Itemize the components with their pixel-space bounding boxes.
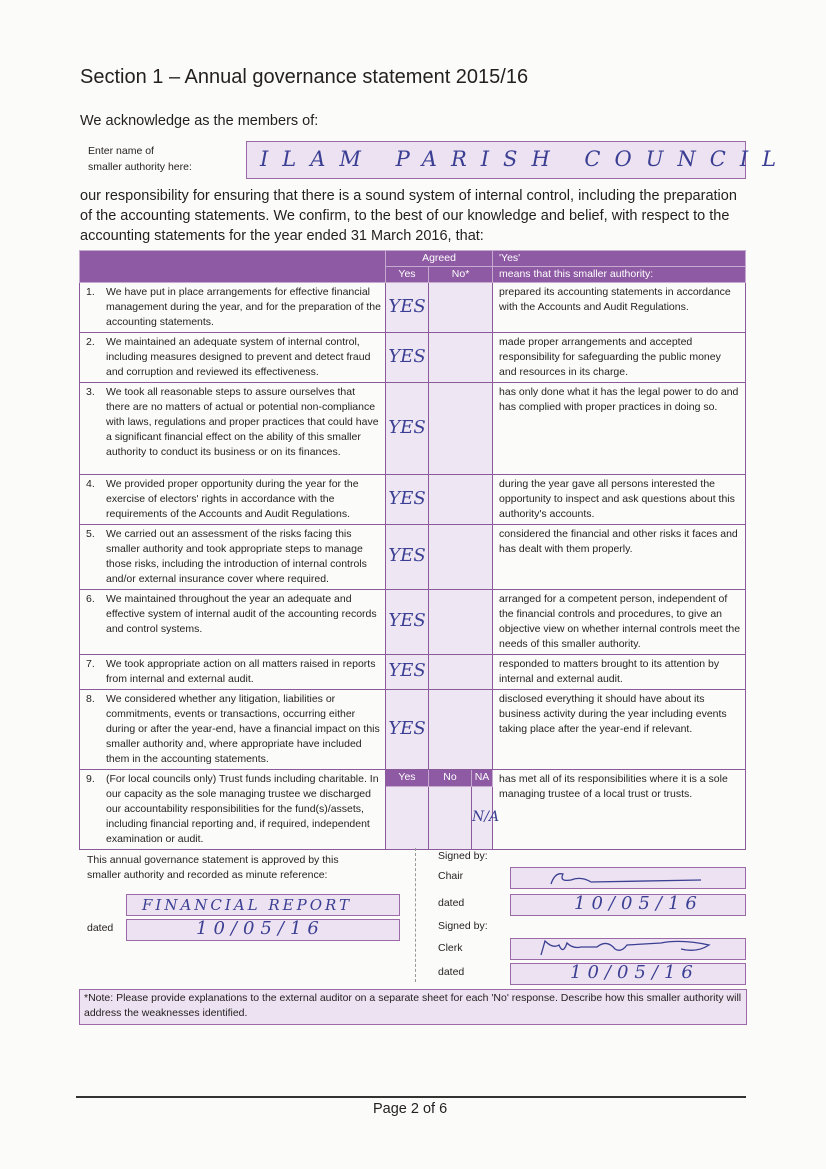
statement-1: 1. We have put in place arrangements for effective financial management during the year, and for the preparation of the accounting statements. [80, 283, 386, 333]
clerk-label: Clerk [438, 942, 463, 954]
governance-table [79, 250, 746, 850]
clerk-signature-field[interactable] [510, 938, 746, 960]
no-cell-7[interactable] [429, 655, 493, 690]
table-row [80, 383, 746, 475]
statement-5: 5. We carried out an assessment of the risks facing this smaller authority and took appropriate steps to manage those risks, including the introduction of internal controls and/or external insurance cover where required. [80, 525, 386, 590]
divider [415, 848, 416, 982]
meaning-3: has only done what it has the legal power to do and has complied with proper practices in doing so. [493, 383, 746, 475]
statement-9: 9. (For local councils only) Trust funds including charitable. In our capacity as the sole managing trustee we discharged our accountability responsibilities for the fund(s)/assets, including financial reporting and, if required, independent examination or audit. [80, 770, 386, 850]
yes-cell-9[interactable] [386, 786, 429, 849]
enter-name-label: Enter name of smaller authority here: [88, 145, 192, 173]
statement-4: 4. We provided proper opportunity during the year for the exercise of electors' rights in accordance with the requirements of the Accounts and Audit Regulations. [80, 475, 386, 525]
intro-paragraph: our responsibility for ensuring that there is a sound system of internal control, including the preparation of the accounting statements. We confirm, to the best of our knowledge and belief, with respect to the accounting statements for the year ended 31 March 2016, that: [80, 188, 737, 244]
header-means: means that this smaller authority: [493, 267, 746, 283]
handwritten-yes: YES [388, 487, 426, 509]
meaning-7: responded to matters brought to its attention by internal and external audit. [493, 655, 746, 690]
header-yes-quote: 'Yes' [493, 251, 746, 267]
meaning-4: during the year gave all persons interested the opportunity to inspect and ask questions about this authority's accounts. [493, 475, 746, 525]
note-box: *Note: Please provide explanations to the external auditor on a separate sheet for each 'No' response. Describe how this smaller authority will address the weaknesses identified. [79, 989, 747, 1025]
meaning-9: has met all of its responsibilities where it is a sole managing trustee of a local trust or trusts. [493, 770, 746, 850]
chair-dated-label: dated [438, 897, 465, 909]
no-cell-9[interactable] [429, 786, 472, 849]
sub-header-yes: Yes [386, 770, 429, 787]
handwritten-na: N/A [472, 808, 500, 825]
no-cell-8[interactable] [429, 690, 493, 770]
no-cell-6[interactable] [429, 590, 493, 655]
handwritten-yes: YES [388, 717, 426, 739]
handwritten-yes: YES [388, 610, 426, 631]
no-cell-1[interactable] [429, 283, 493, 333]
table-row [80, 283, 746, 333]
table-row [80, 333, 746, 383]
statement-7: 7. We took appropriate action on all matters raised in reports from internal and external audit. [80, 655, 386, 690]
page-number: Page 2 of 6 [373, 1101, 448, 1117]
page-title: Section 1 – Annual governance statement 2015/16 [80, 66, 529, 88]
approval-date: 10/05/16 [196, 918, 325, 939]
yes-cell-6[interactable] [386, 590, 429, 655]
handwritten-yes: YES [388, 345, 426, 367]
handwritten-yes: YES [388, 416, 426, 438]
clerk-date: 10/05/16 [570, 962, 699, 983]
no-cell-5[interactable] [429, 525, 493, 590]
chair-signature-field[interactable] [510, 867, 746, 889]
meaning-6: arranged for a competent person, independent of the financial controls and procedures, to give an objective view on whether internal controls meet the needs of this smaller authority. [493, 590, 746, 655]
handwritten-yes: YES [388, 545, 426, 566]
yes-cell-5[interactable] [386, 525, 429, 590]
signed-by-label: Signed by: [438, 850, 488, 862]
minute-reference: FINANCIAL REPORT [142, 896, 353, 914]
header-blank [80, 251, 386, 283]
yes-cell-7[interactable] [386, 655, 429, 690]
chair-date: 10/05/16 [574, 893, 703, 914]
handwritten-yes: YES [388, 660, 426, 681]
table-row [80, 690, 746, 770]
table-row [80, 475, 746, 525]
table-row [80, 770, 746, 787]
yes-cell-1[interactable] [386, 283, 429, 333]
sub-header-na: NA [472, 770, 493, 787]
yes-cell-4[interactable] [386, 475, 429, 525]
na-cell-9[interactable] [472, 786, 500, 849]
dated-label: dated [87, 922, 114, 934]
clerk-signature [511, 935, 745, 959]
yes-cell-8[interactable] [386, 690, 429, 770]
table-header-row [80, 251, 746, 267]
signed-by-label-2: Signed by: [438, 920, 488, 932]
no-cell-4[interactable] [429, 475, 493, 525]
meaning-2: made proper arrangements and accepted responsibility for safeguarding the public money and resources in its charge. [493, 333, 746, 383]
chair-signature [511, 868, 745, 888]
meaning-8: disclosed everything it should have about its business activity during the year including events taking place after the year-end if relevant. [493, 690, 746, 770]
no-cell-2[interactable] [429, 333, 493, 383]
meaning-1: prepared its accounting statements in accordance with the Accounts and Audit Regulations. [493, 283, 746, 333]
table-row [80, 655, 746, 690]
header-agreed: Agreed [386, 251, 493, 267]
approval-text: This annual governance statement is approved by this smaller authority and recorded as minute reference: [87, 854, 339, 881]
table-row [80, 590, 746, 655]
sub-header-no: No [429, 770, 472, 787]
statement-6: 6. We maintained throughout the year an adequate and effective system of internal audit of the accounting records and control systems. [80, 590, 386, 655]
statement-3: 3. We took all reasonable steps to assure ourselves that there are no matters of actual or potential non-compliance with laws, regulations and proper practices that could have a significant financial effect on the ability of this smaller authority to conduct its business or on its finances. [80, 383, 386, 475]
table-row [80, 525, 746, 590]
yes-cell-3[interactable] [386, 383, 429, 475]
acknowledge-text: We acknowledge as the members of: [80, 113, 319, 129]
authority-name: ILAM PARISH COUNCIL [260, 147, 791, 171]
statement-8: 8. We considered whether any litigation, liabilities or commitments, events or transactions, occurring either during or after the year-end, have a financial impact on this smaller authority and, where appropriate have included them in the accounting statements. [80, 690, 386, 770]
meaning-5: considered the financial and other risks it faces and has dealt with them properly. [493, 525, 746, 590]
header-yes: Yes [386, 267, 429, 283]
clerk-dated-label: dated [438, 966, 465, 978]
no-cell-3[interactable] [429, 383, 493, 475]
chair-label: Chair [438, 870, 464, 882]
handwritten-yes: YES [388, 295, 426, 317]
statement-2: 2. We maintained an adequate system of internal control, including measures designed to prevent and detect fraud and corruption and reviewed its effectiveness. [80, 333, 386, 383]
header-no: No* [429, 267, 493, 283]
yes-cell-2[interactable] [386, 333, 429, 383]
footer-rule [76, 1096, 746, 1098]
